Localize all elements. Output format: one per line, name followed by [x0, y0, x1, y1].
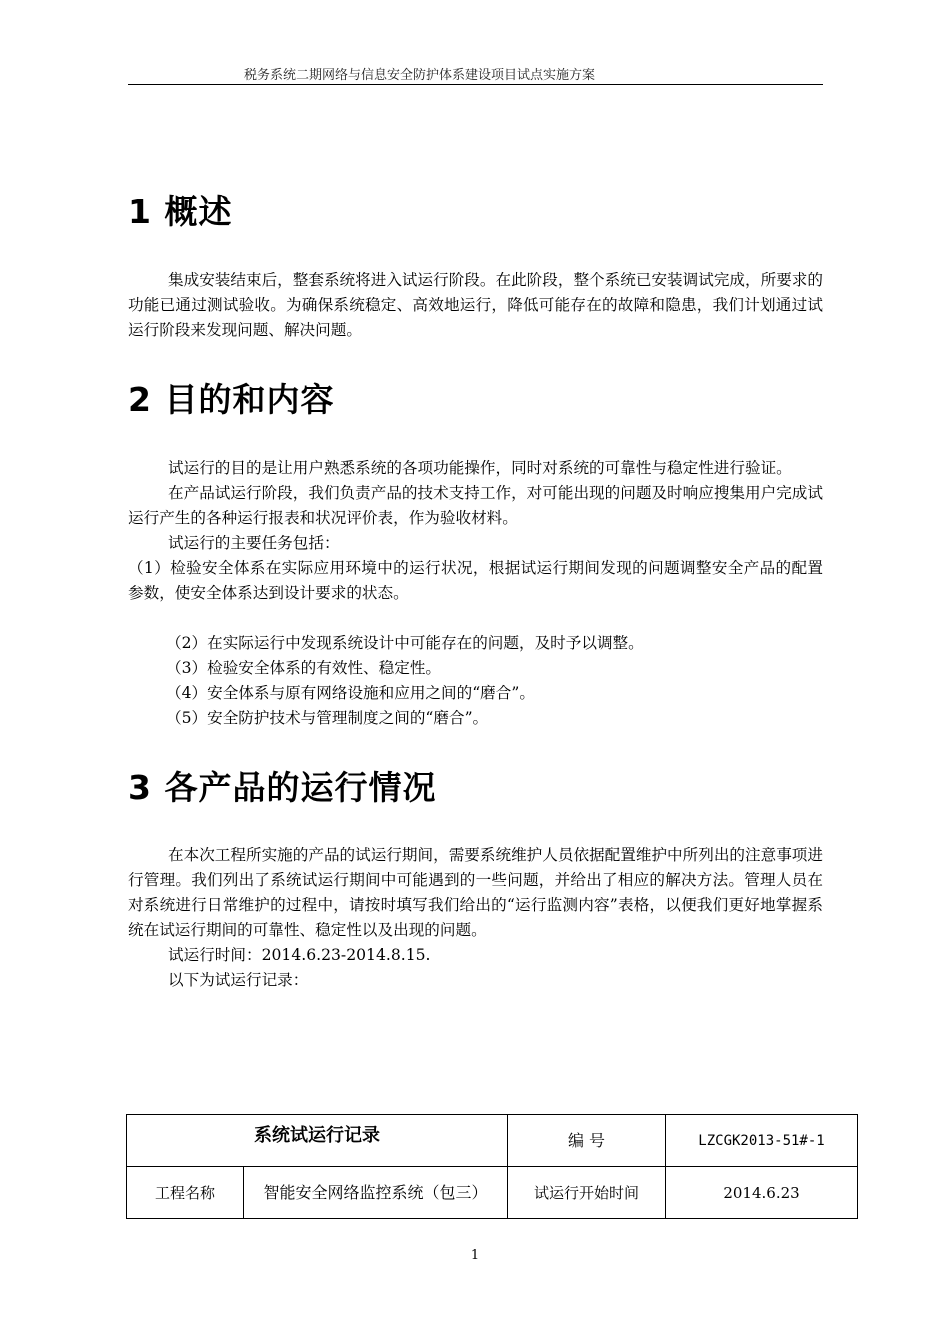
start-time-label: 试运行开始时间	[508, 1167, 666, 1219]
record-number-value: LZCGK2013-51#-1	[666, 1115, 858, 1167]
record-table-title: 系统试运行记录	[127, 1115, 508, 1167]
record-intro-line: 以下为试运行记录：	[168, 971, 309, 989]
header-title: 税务系统二期网络与信息安全防护体系建设项目试点实施方案	[244, 68, 596, 83]
task-item-2: （2）在实际运行中发现系统设计中可能存在的问题，及时予以调整。	[166, 634, 644, 652]
section-2-paragraph-2: 在产品试运行阶段，我们负责产品的技术支持工作，对可能出现的问题及时响应搜集用户完成试运行产生的各种运行报表和状况评价表，作为验收材料。	[128, 484, 823, 527]
section-3-paragraph: 在本次工程所实施的产品的试运行期间，需要系统维护人员依据配置维护中所列出的注意事项进行管理。我们列出了系统试运行期间中可能遇到的一些问题，并给出了相应的解决方法。管理人员在对系统进行日常维护的过程中，请按时填写我们给出的“运行监测内容”表格，以便我们更好地掌握系统在试运行期间的可靠性、稳定性以及出现的问题。	[128, 846, 823, 939]
task-item-4: （4）安全体系与原有网络设施和应用之间的“磨合”。	[166, 684, 535, 702]
section-2-heading: 2 目的和内容	[128, 380, 335, 419]
project-name-value: 智能安全网络监控系统（包三）	[244, 1167, 508, 1219]
section-2-paragraph-3: 试运行的主要任务包括：	[168, 534, 340, 552]
section-2-body	[128, 456, 823, 606]
section-2-paragraph-1: 试运行的目的是让用户熟悉系统的各项功能操作，同时对系统的可靠性与稳定性进行验证。	[168, 459, 792, 477]
page-header	[128, 60, 823, 85]
task-item-1: （1）检验安全体系在实际应用环境中的运行状况，根据试运行期间发现的问题调整安全产品的配置参数，使安全体系达到设计要求的状态。	[128, 559, 823, 602]
page-number: 1	[470, 1248, 480, 1263]
task-item-5: （5）安全防护技术与管理制度之间的“磨合”。	[166, 709, 489, 727]
project-name-label: 工程名称	[127, 1167, 244, 1219]
record-number-label: 编 号	[508, 1115, 666, 1167]
trial-run-record-table	[126, 1114, 858, 1219]
section-1-paragraph: 集成安装结束后，整套系统将进入试运行阶段。在此阶段，整个系统已安装调试完成，所要求的功能已通过测试验收。为确保系统稳定、高效地运行，降低可能存在的故障和隐患，我们计划通过试运行阶段来发现问题、解决问题。	[128, 271, 823, 339]
section-3-body	[128, 843, 823, 993]
section-1-body	[128, 268, 823, 343]
section-1-heading: 1 概述	[128, 192, 233, 231]
task-item-3: （3）检验安全体系的有效性、稳定性。	[166, 659, 442, 677]
start-time-value: 2014.6.23	[666, 1167, 858, 1219]
section-3-heading: 3 各产品的运行情况	[128, 768, 437, 807]
trial-period-line: 试运行时间：2014.6.23-2014.8.15.	[168, 946, 431, 964]
